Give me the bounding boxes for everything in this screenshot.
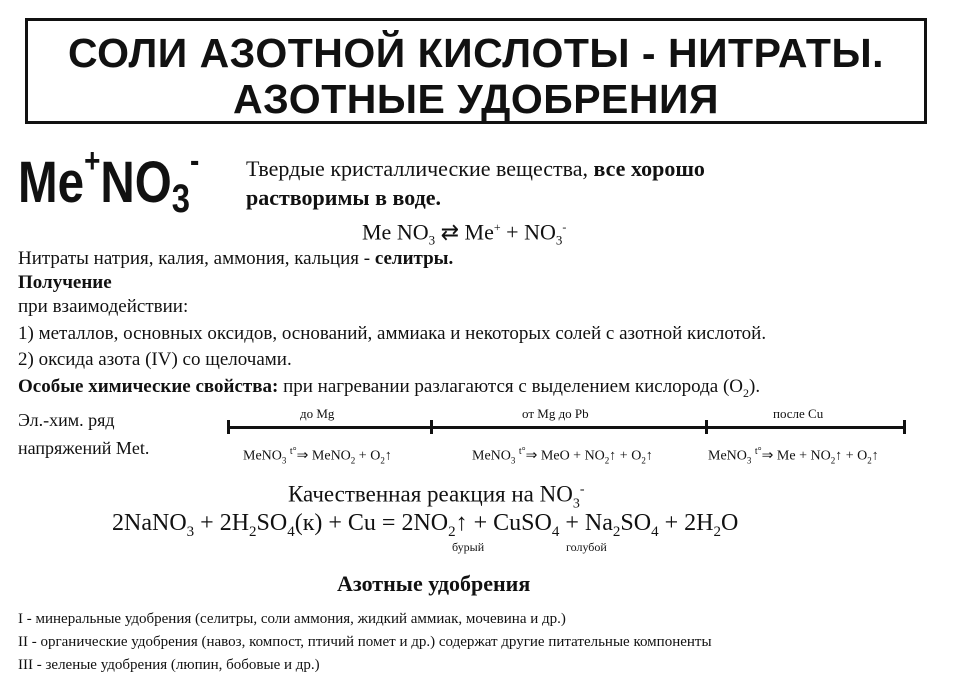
formula-plus: +	[84, 142, 101, 180]
series-tick-start	[227, 420, 230, 434]
special-properties: Особые химические свойства: при нагревании разлагаются с выделением кислорода $(O_2)$.	[18, 376, 761, 400]
page-title: СОЛИ АЗОТНОЙ КИСЛОТЫ - НИТРАТЫ.	[67, 30, 884, 76]
properties-line-1: Твердые кристаллические вещества, все хорошо	[246, 156, 705, 181]
saltpeter-line: Нитраты натрия, калия, аммония, кальция - селитры.	[18, 248, 454, 269]
series-label-1: Эл.-хим. ряд	[18, 410, 115, 430]
obtaining-intro: при взаимодействии:	[18, 296, 189, 317]
qualitative-equation: 2NaNO$_3$ + $2H_2SO_4(к) + Cu$ = $2NO_2↑$ + CuSO$_4$ + $Na_2SO_4 + 2H_2O$	[112, 510, 739, 540]
fertilizer-item-3: III - зеленые удобрения (люпин, бобовые и др.)	[18, 657, 320, 673]
decomposition-reaction-3: MeNO$_3$ $^{t^\circ}$⇒ $Me + NO_2↑$ + $O_2↑$	[708, 446, 879, 466]
series-tick-end	[903, 420, 906, 434]
fertilizer-item-1: I - минеральные удобрения (селитры, соли аммония, жидкий аммиак, мочевина и др.)	[18, 611, 566, 627]
qualitative-heading: Качественная реакция на $NO_3^-$	[288, 481, 585, 512]
properties-line-2: растворимы в воде.	[246, 185, 441, 210]
formula-anion: NO	[100, 150, 172, 215]
decomposition-reaction-2: MeNO$_3$ $^{t^\circ}$⇒ MeO + $NO_2↑$ + $O_2↑$	[472, 446, 653, 466]
decomposition-reaction-1: MeNO$_3$ $^{t^\circ}$⇒ MeNO$_2$ + $O_2↑$	[243, 446, 392, 466]
obtaining-item-1: 1) металлов, основных оксидов, оснований, аммиака и некоторых солей с азотной кислотой.	[18, 323, 767, 344]
fertilizers-heading: Азотные удобрения	[337, 571, 531, 596]
segment-label-3: после Cu	[773, 406, 824, 421]
formula-metal: Me	[18, 150, 85, 215]
general-formula	[18, 142, 200, 221]
label-brown: бурый	[452, 540, 485, 554]
series-line	[228, 426, 906, 429]
obtaining-heading: Получение	[18, 272, 112, 293]
series-label-2: напряжений Met.	[18, 438, 150, 458]
dissociation-equation: Me $NO_3$ ⇄ $Me^+ + NO_3^-$	[362, 219, 567, 248]
obtaining-item-2: 2) оксида азота (IV) со щелочами.	[18, 349, 292, 370]
label-blue: голубой	[566, 540, 607, 554]
series-tick-cu	[705, 420, 708, 434]
formula-minus: -	[189, 142, 200, 180]
segment-label-1: до Mg	[300, 406, 335, 421]
title-box	[25, 18, 927, 124]
page-subtitle: АЗОТНЫЕ УДОБРЕНИЯ	[233, 76, 719, 122]
series-tick-mg	[430, 420, 433, 434]
segment-label-2: от Mg до Pb	[522, 406, 589, 421]
fertilizer-item-2: II - органические удобрения (навоз, компост, птичий помет и др.) содержат другие питательные компоненты	[18, 634, 712, 650]
formula-subscript: 3	[171, 177, 190, 221]
